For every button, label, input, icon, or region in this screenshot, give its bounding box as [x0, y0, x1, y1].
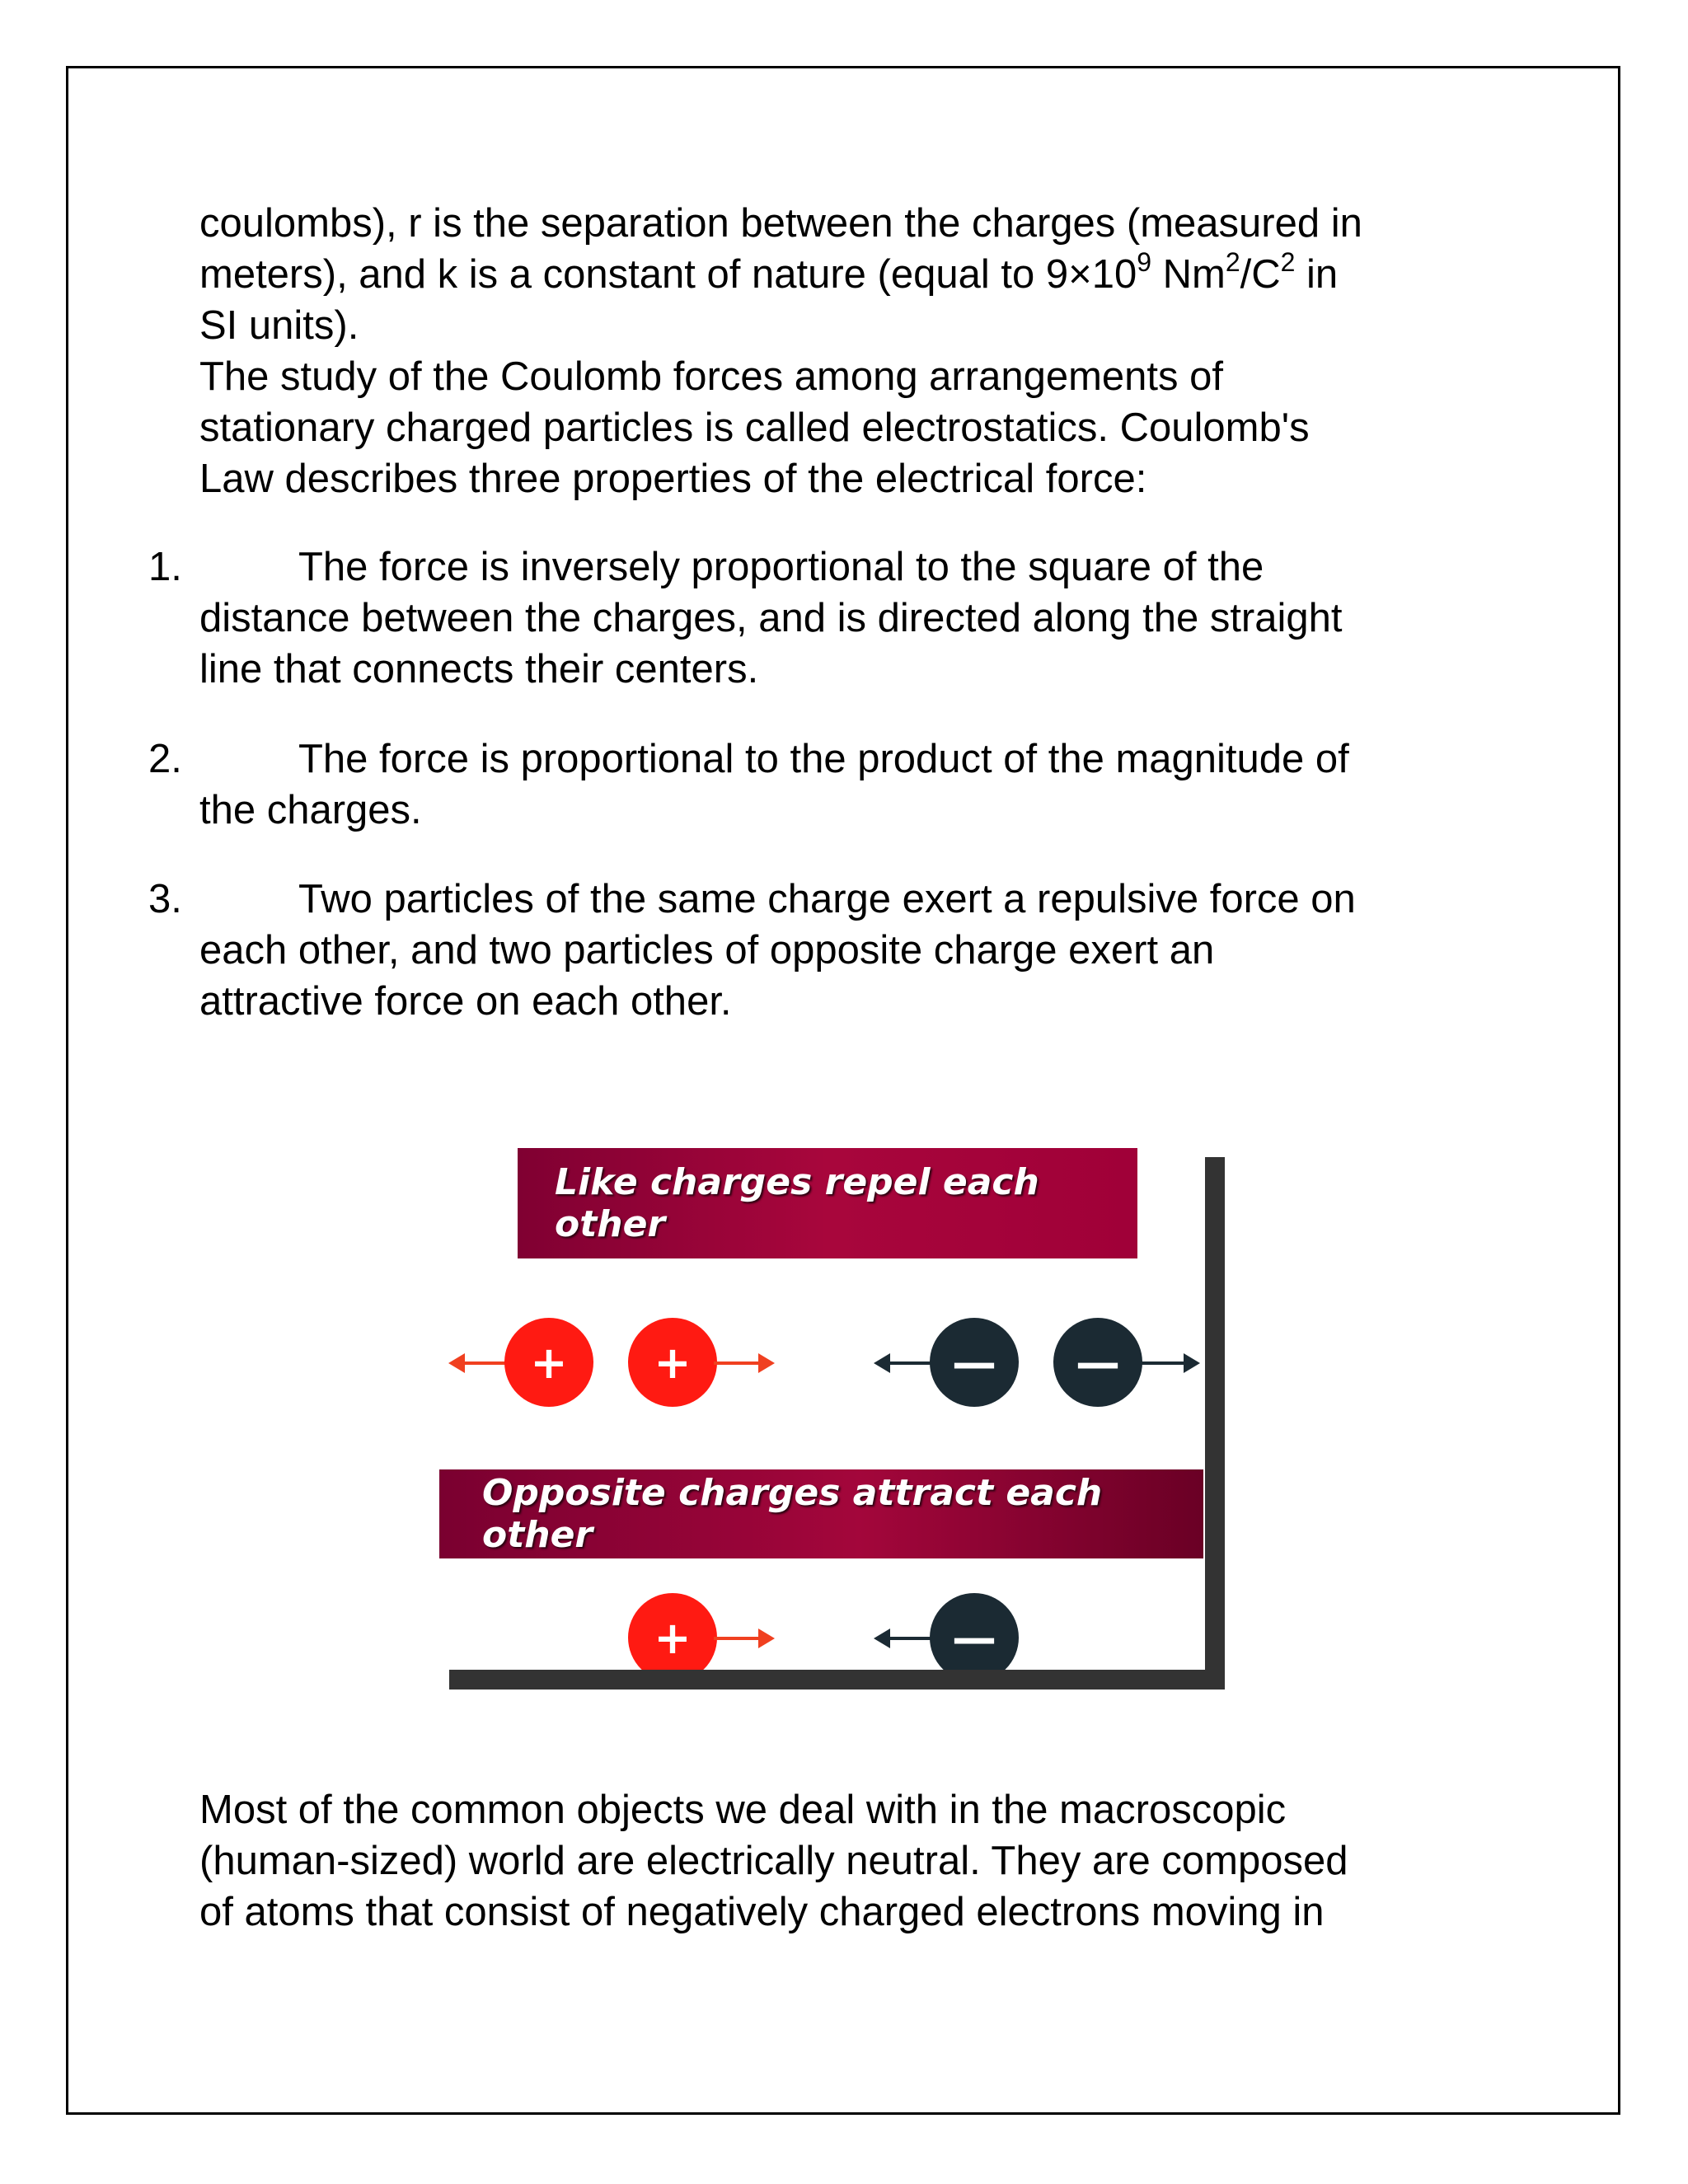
- positive-charge: +: [504, 1318, 593, 1407]
- list-number: 1.: [148, 545, 182, 589]
- intro-line: Law describes three properties of the electrical force:: [199, 457, 1147, 501]
- intro-text: [199, 198, 1485, 504]
- negative-charge: —: [930, 1593, 1019, 1670]
- list-number: 2.: [148, 737, 182, 781]
- outro-line: of atoms that consist of negatively charged electrons moving in: [199, 1890, 1325, 1934]
- outro-line: (human-sized) world are electrically neutral. They are composed: [199, 1839, 1348, 1883]
- outro-text: [199, 1784, 1485, 1938]
- positive-charge: +: [628, 1318, 717, 1407]
- list-number: 3.: [148, 877, 182, 921]
- intro-line: SI units).: [199, 303, 359, 348]
- negative-charge: —: [930, 1318, 1019, 1407]
- outro-line: Most of the common objects we deal with in the macroscopic: [199, 1788, 1287, 1832]
- positive-charge: +: [628, 1593, 717, 1670]
- negative-charge: —: [1053, 1318, 1142, 1407]
- intro-line: stationary charged particles is called electrostatics. Coulomb's: [199, 405, 1310, 450]
- intro-line: The study of the Coulomb forces among arrangements of: [199, 354, 1223, 399]
- list-item: 1. The force is inversely proportional to the square of the distance between the charges, and is directed along the straight line that connects their centers.: [148, 541, 1500, 695]
- intro-line: meters), and k is a constant of nature (equal to $9\times 10^9$ $Nm^2/C^2$ in: [199, 247, 1339, 297]
- banner-like-charges: Like charges repel each other: [518, 1148, 1137, 1258]
- banner-opposite-charges: Opposite charges attract each other: [439, 1469, 1203, 1558]
- list-item: 2. The force is proportional to the product of the magnitude of the charges.: [148, 733, 1500, 836]
- list-item: 3. Two particles of the same charge exert a repulsive force on each other, and two particles of opposite charge exert an attractive force on each other.: [148, 874, 1500, 1027]
- intro-line: coulombs), r is the separation between the charges (measured in: [199, 201, 1362, 246]
